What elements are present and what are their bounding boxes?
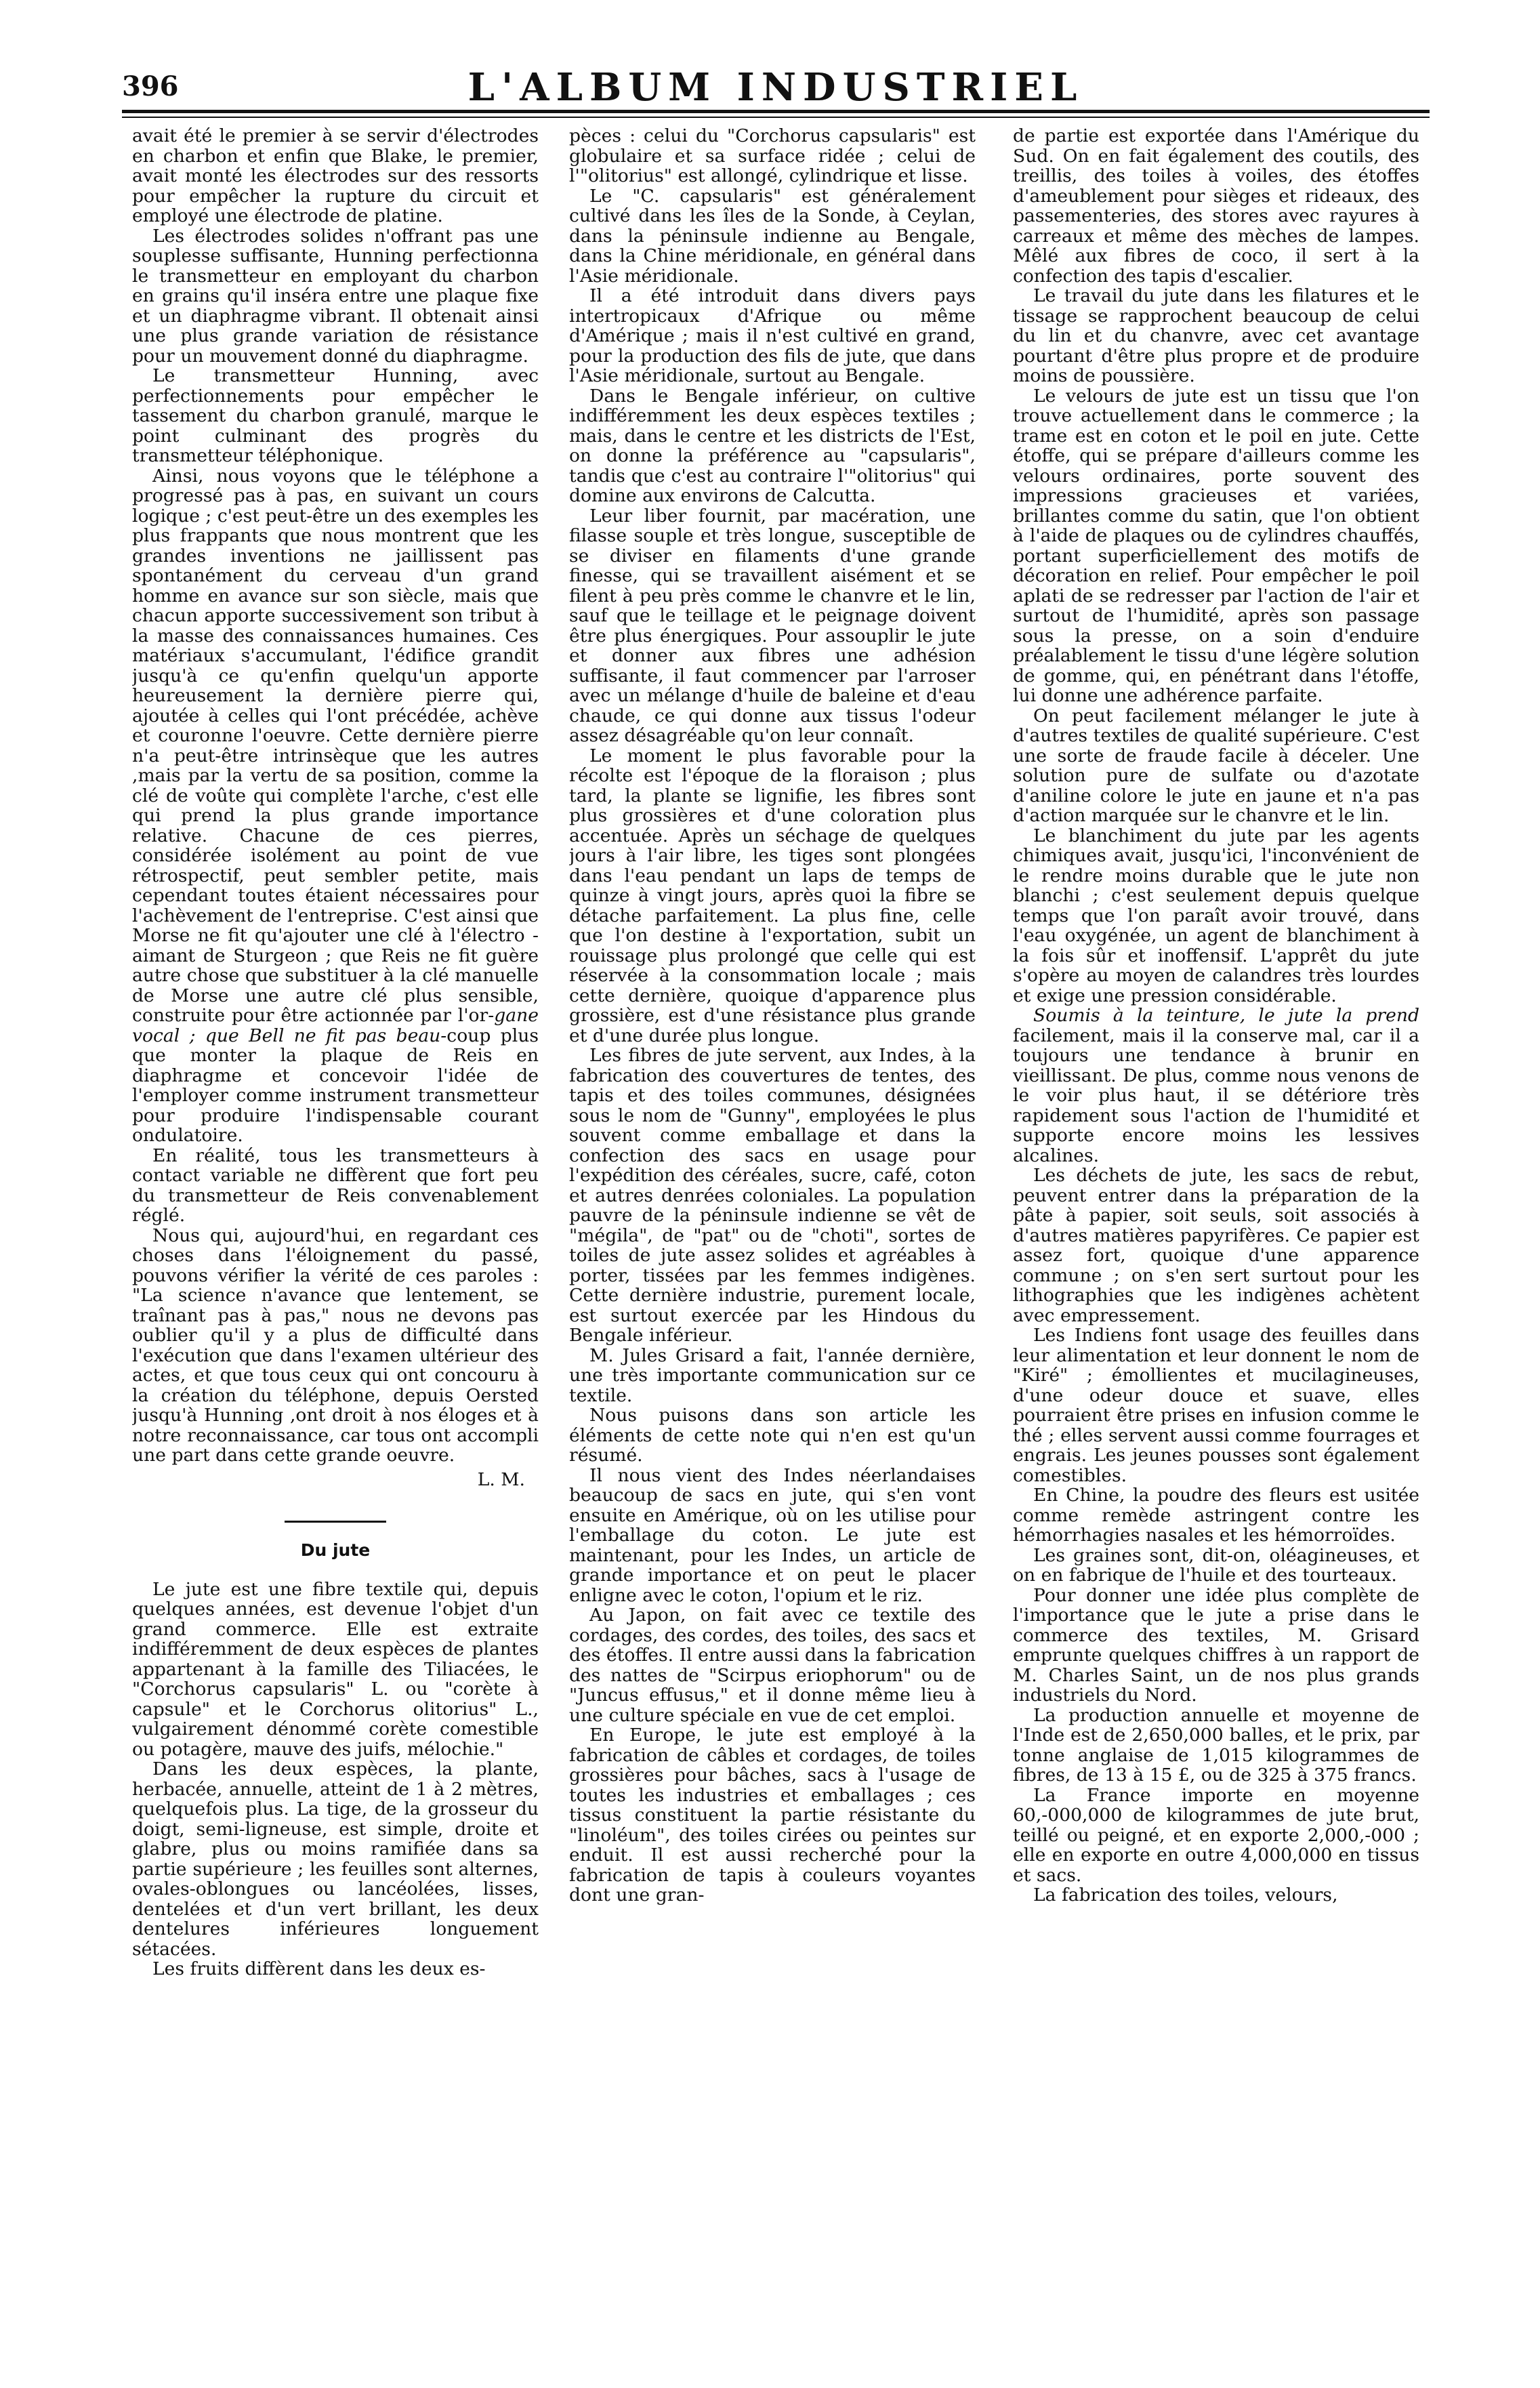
paragraph: Nous puisons dans son article les éléments de cette note qui n'en est qu'un résumé. <box>569 1405 976 1466</box>
header-rule-thin <box>122 117 1430 118</box>
paragraph: Dans le Bengale inférieur, on cultive indifféremment les deux espèces textiles ; mais, dans le centre et les districts de l'Est, on donne la préférence au "capsularis", tandis que c'est au contraire l'"olitorius" qui domine aux environs de Calcutta. <box>569 385 976 506</box>
paragraph <box>132 226 539 367</box>
italic-text: Soumis à la teinture, le jute la prend <box>1033 1005 1419 1026</box>
page-header <box>122 62 1430 110</box>
paragraph: La production annuelle et moyenne de l'Inde est de 2,650,000 balles, et le prix, par tonne anglaise de 1,015 kilogrammes de fibres, de 13 à 15 £, ou de 325 à 375 francs. <box>1013 1704 1419 1786</box>
paragraph-text: coup plus que monter la plaque de Reis en diaphragme et concevoir l'idée de l'employer comme instrument transmetteur pour produire l'indispensable courant ondulatoire. <box>132 1025 539 1146</box>
paragraph: En Europe, le jute est employé à la fabrication de câbles et cordages, de toiles grossières pour bâches, sacs à l'usage de toutes les industries et emballages ; ces tissus constituent la partie résistante du "linoléum", des toiles cirées ou peintes sur enduit. Il est aussi recherché pour la fabrication de tapis à couleurs voyantes dont une gran- <box>569 1725 976 1906</box>
paragraph: Le velours de jute est un tissu que l'on trouve actuellement dans le commerce ; la trame est en coton et le poil en jute. Cette étoffe, qui se prépare d'ailleurs comme les velours ordinaires, porte souvent des impressions gracieuses et variées, brillantes comme du satin, que l'on obtient à l'aide de plaques ou de cylindres chauffés, portant superficiellement des motifs de décoration en relief. Pour empêcher le poil aplati de se redresser par l'action de l'air et surtout de l'humidité, après son passage sous la presse, on a soin d'enduire préalablement le tissu d'une légère solution de gomme, qui, en pénétrant dans l'étoffe, lui donne une adhérence parfaite. <box>1013 385 1419 706</box>
paragraph-text: facilement, mais il la conserve mal, car il a toujours une tendance à brunir en vieillissant. De plus, comme nous venons de le voir plus haut, il se détériore très rapidement sous l'action de l'humidité et supporte encore moins les lessives alcalines. <box>1013 1025 1419 1166</box>
paragraph: On peut facilement mélanger le jute à d'autres textiles de qualité supérieure. C'est une sorte de fraude facile à déceler. Une solution pure de sulfate ou d'azotate d'aniline colore le jute en jaune et n'a pas d'action marquée sur le chanvre et le lin. <box>1013 705 1419 826</box>
paragraph: Le jute est une fibre textile qui, depuis quelques années, est devenue l'objet d'un grand commerce. Elle est extraite indifféremment de deux espèces de plantes appartenant à la famille des Tiliacées, le "Corchorus capsularis" L. ou "corète à capsule" et le Corchorus olitorius" L., vulgairement dénommé corète comestible ou potagère, mauve des juifs, mélochie." <box>132 1578 539 1760</box>
section-separator <box>285 1521 386 1523</box>
column-right <box>1013 126 1419 2362</box>
paragraph: Dans les deux espèces, la plante, herbacée, annuelle, atteint de 1 à 2 mètres, quelquefois plus. La tige, de la grosseur du doigt, semi-ligneuse, est simple, droite et glabre, plus ou moins ramifiée dans sa partie supérieure ; les feuilles sont alternes, ovales-oblongues ou lancéolées, lisses, dentelées et d'un vert brillant, les deux dentelures inférieures longuement sétacées. <box>132 1758 539 1960</box>
paragraph: En réalité, tous les transmetteurs à contact variable ne diffèrent que fort peu du transmetteur de Reis convenablement réglé. <box>132 1145 539 1226</box>
paragraph: M. Jules Grisard a fait, l'année dernière, une très importante communication sur ce textile. <box>569 1344 976 1406</box>
header-rule-thick <box>122 110 1430 113</box>
paragraph: Le blanchiment du jute par les agents chimiques avait, jusqu'ici, l'inconvénient de le rendre moins durable que le jute non blanchi ; c'est seulement depuis quelque temps que l'on paraît avoir trouvé, dans l'eau oxygénée, un agent de blanchiment à la fois sûr et inoffensif. L'apprêt du jute s'opère au moyen de calandres très lourdes et exige une pression considérable. <box>1013 825 1419 1006</box>
paragraph-text: Ainsi, nous voyons que le téléphone a progressé pas à pas, en suivant un cours logique ; c'est peut-être un des exemples les plus frappants que nous montrent que les grandes inventions ne jaillissent pas spontanément du cerveau d'un grand homme en avance sur son siècle, mais que chacun apporte successivement son tribut à la masse des connaissances humaines. Ces matériaux s'accumulant, l'édifice grandit jusqu'à ce qu'enfin quelqu'un apporte heureusement la dernière pierre qui, ajoutée à celles qui l'ont précédée, achève et couronne l'oeuvre. Cette dernière pierre n'a peut-être intrinsèque que les autres ,mais par la vertu de sa position, comme la clé de voûte qui complète l'arche, c'est elle qui prend la plus grande importance relative. Chacune de ces pierres, considérée isolément au point de vue rétrospectif, peut sembler petite, mais cependant toutes étaient nécessaires pour l'achèvement de l'entreprise. C'est ainsi que Morse ne fit qu'ajouter une clé à l'électro - aimant de Sturgeon ; que Reis ne fit guère autre chose que substituer à la clé manuelle de Morse une autre clé plus sensible, construite pour être actionnée par l'or- <box>132 465 539 1026</box>
paragraph: Il a été introduit dans divers pays intertropicaux d'Afrique ou même d'Amérique ; mais il n'est cultivé en grand, pour la production des fils de jute, que dans l'Asie méridionale, surtout au Bengale. <box>569 285 976 386</box>
paragraph-text: du charbon en grains qu'il inséra entre une plaque fixe et un diaphragme vibrant. Il obtenait ainsi une plus grande variation de résistance pour un mouvement donné du diaphragme. <box>132 265 539 367</box>
paragraph: Les fibres de jute servent, aux Indes, à la fabrication des couvertures de tentes, des tapis et des toiles communes, désignées sous le nom de "Gunny", employées le plus souvent comme emballage et dans la confection des sacs en usage pour l'expédition des céréales, sucre, café, coton et autres denrées coloniales. La population pauvre de la péninsule indienne se vêt de "mégila", de "pat" ou de "choti", sortes de toiles de jute assez solides et agréables à porter, tissées par les femmes indigènes. Cette dernière industrie, purement locale, est surtout exercée par les Hindous du Bengale inférieur. <box>569 1045 976 1346</box>
paragraph: Le transmetteur Hunning, avec perfectionnements pour empêcher le tassement du charbon granulé, marque le point culminant des progrès du transmetteur téléphonique. <box>132 365 539 466</box>
paragraph: pèces : celui du "Corchorus capsularis" est globulaire et sa surface ridée ; celui de l'"olitorius" est allongé, cylindrique et lisse. <box>569 126 976 186</box>
paragraph: Les fruits diffèrent dans les deux es- <box>152 1958 486 1979</box>
article-signature: L. M. <box>477 1468 525 1490</box>
paragraph: Le "C. capsularis" est généralement cultivé dans les îles de la Sonde, à Ceylan, dans la péninsule indienne au Bengale, dans la Chine méridionale, en général dans l'Asie méridionale. <box>569 185 976 287</box>
page-number: 396 <box>122 70 179 102</box>
paragraph: Pour donner une idée plus complète de l'importance que le jute a prise dans le commerce des textiles, M. Grisard emprunte quelques chiffres à un rapport de M. Charles Saint, un de nos plus grands industriels du Nord. <box>1013 1584 1419 1706</box>
paragraph: Nous qui, aujourd'hui, en regardant ces choses dans l'éloignement du passé, pouvons vérifier la vérité de ces paroles : "La science n'avance que lentement, se traînant pas à pas," nous ne devons pas oublier qu'il y a plus de difficulté dans l'exécution que dans l'examen ultérieur des actes, et que tous ceux qui ont concouru à la création du téléphone, depuis Oersted jusqu'à Hunning ,ont droit à nos éloges et à notre reconnaissance, car tous ont accompli une part dans cette grande oeuvre. <box>132 1224 539 1466</box>
journal-title: L'ALBUM INDUSTRIEL <box>467 65 1084 110</box>
column-left <box>132 126 539 2362</box>
paragraph: Les graines sont, dit-on, oléagineuses, et on en fabrique de l'huile et des tourteaux. <box>1013 1544 1419 1586</box>
paragraph-text: Les électrodes solides n'offrant pas une souplesse suffisante, Hunning perfectionna le transmetteur en employant <box>132 225 539 287</box>
paragraph: La France importe en moyenne 60,-000,000 de kilogrammes de jute brut, teillé ou peigné, et en exporte 2,000,-000 ; elle en exporte en outre 4,000,000 en tissus et sacs. <box>1013 1784 1419 1886</box>
paragraph: Leur liber fournit, par macération, une filasse souple et très longue, susceptible de se diviser en filaments d'une grande finesse, qui se travaillent aisément et se filent à peu près comme le chanvre et le lin, sauf que le teillage et le peignage doivent être plus énergiques. Pour assouplir le jute et donner aux fibres une adhésion suffisante, il faut commencer par l'arroser avec un mélange d'huile de baleine et d'eau chaude, ce qui donne aux tissus l'odeur assez désagréable qu'on leur connaît. <box>569 505 976 746</box>
paragraph: Le travail du jute dans les filatures et le tissage se rapprochent beaucoup de celui du lin et du chanvre, avec cet avantage pourtant d'être plus propre et de produire moins de poussière. <box>1013 285 1419 386</box>
paragraph: La fabrication des toiles, velours, <box>1033 1885 1338 1906</box>
paragraph <box>1013 1006 1419 1166</box>
paragraph: Le moment le plus favorable pour la récolte est l'époque de la floraison ; plus tard, la plante se lignifie, les fibres sont plus grossières et d'une coloration plus accentuée. Après un séchage de quelques jours à l'air libre, les tiges sont plongées dans l'eau pendant un laps de temps de quinze à vingt jours, après quoi la fibre se détache parfaitement. La plus fine, celle que l'on destine à l'exportation, subit un rouissage plus prolongé que celle qui est réservée à la consommation locale ; mais cette dernière, quoique d'apparence plus grossière, est d'une résistance plus grande et d'une durée plus longue. <box>569 745 976 1046</box>
paragraph: Les déchets de jute, les sacs de rebut, peuvent entrer dans la préparation de la pâte à papier, soit seuls, soit associés à d'autres matières papyrifères. Ce papier est assez fort, quoique d'une apparence commune ; on s'en sert surtout pour les lithographies que les indigènes achètent avec empressement. <box>1013 1165 1419 1326</box>
paragraph: de partie est exportée dans l'Amérique du Sud. On en fait également des coutils, des treillis, des toiles à voiles, des étoffes d'ameublement pour sièges et rideaux, des passementeries, des stores avec rayures à carreaux et même des mèches de lampes. Mêlé aux fibres de coco, il sert à la confection des tapis d'escalier. <box>1013 126 1419 287</box>
paragraph: Il nous vient des Indes néerlandaises beaucoup de sacs en jute, qui s'en vont ensuite en Amérique, où on les utilise pour l'emballage du coton. Le jute est maintenant, pour les Indes, un article de grande importance et on peut le placer enligne avec le coton, l'opium et le riz. <box>569 1464 976 1606</box>
paragraph: En Chine, la poudre des fleurs est usitée comme remède astringent contre les hémorrhagies nasales et les hémorroïdes. <box>1013 1485 1419 1546</box>
paragraph: Les Indiens font usage des feuilles dans leur alimentation et leur donnent le nom de "Kiré" ; émollientes et mucilagineuses, d'une odeur douce et suave, elles pourraient être prises en infusion comme le thé ; elles servent aussi comme fourrages et engrais. Les jeunes pousses sont également comestibles. <box>1013 1325 1419 1486</box>
italic-text: gane vocal ; que Bell ne fit pas beau- <box>132 1005 539 1046</box>
paragraph: avait été le premier à se servir d'électrodes en charbon et enfin que Blake, le premier, avait monté les électrodes sur des ressorts pour empêcher la rupture du circuit et employé une électrode de platine. <box>132 126 539 226</box>
paragraph: Au Japon, on fait avec ce textile des cordages, des cordes, des toiles, des sacs et des étoffes. Il entre aussi dans la fabrication des nattes de "Scirpus eriophorum" ou de "Juncus effusus," et il donne même lieu à une culture spéciale en vue de cet emploi. <box>569 1605 976 1726</box>
paragraph <box>132 466 539 1146</box>
column-middle <box>569 126 976 2362</box>
section-title: Du jute <box>300 1540 371 1560</box>
